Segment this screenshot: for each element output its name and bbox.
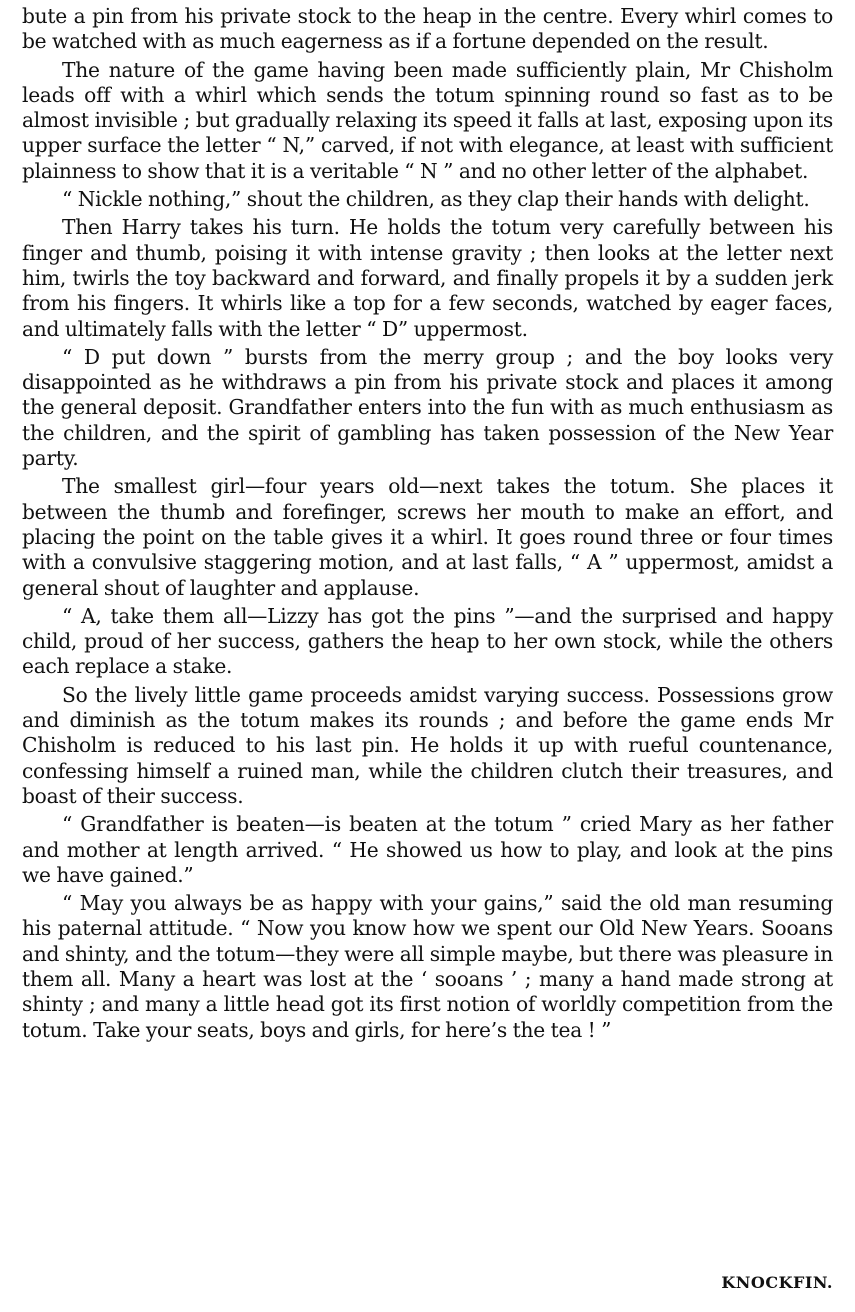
paragraph-9: “ Grandfather is beaten—is beaten at the totum ” cried Mary as her father and mother at length arrived. “ He showed us how to play, and look at the pins we have gained.” (22, 812, 833, 887)
paragraph-8: So the lively little game proceeds amidst varying success. Possessions grow and diminish as the totum makes its rounds ; and before the game ends Mr Chisholm is reduced to his last pin. He holds it up with rueful countenance, confessing himself a ruined man, while the children clutch their treasures, and boast of their success. (22, 682, 833, 808)
paragraph-1: bute a pin from his private stock to the heap in the centre. Every whirl comes to be watched with as much eagerness as if a fortune depended on the result. (22, 4, 833, 54)
paragraph-6: The smallest girl—four years old—next takes the totum. She places it between the thumb and forefinger, screws her mouth to make an effort, and placing the point on the table gives it a whirl. It goes round three or four times with a convulsive staggering motion, and at last falls, “ A ” uppermost, amidst a general shout of laughter and applause. (22, 474, 833, 600)
paragraph-4: Then Harry takes his turn. He holds the totum very carefully between his finger and thumb, poising it with intense gravity ; then looks at the letter next him, twirls the toy backward and forward, and finally propels it by a sudden jerk from his fingers. It whirls like a top for a few seconds, watched by eager faces, and ultimately falls with the letter “ D” uppermost. (22, 215, 833, 341)
author-signature: KNOCKFIN. (721, 1273, 833, 1292)
paragraph-3: “ Nickle nothing,” shout the children, as they clap their hands with delight. (62, 187, 810, 212)
article-body (22, 4, 833, 1046)
paragraph-5: “ D put down ” bursts from the merry group ; and the boy looks very disappointed as he withdraws a pin from his private stock and places it among the general deposit. Grandfather enters into the fun with as much enthusiasm as the children, and the spirit of gambling has taken possession of the New Year party. (22, 344, 833, 471)
paragraph-7: “ A, take them all—Lizzy has got the pins ”—and the surprised and happy child, proud of her success, gathers the heap to her own stock, while the others each replace a stake. (22, 603, 833, 679)
paragraph-10: “ May you always be as happy with your gains,” said the old man resuming his paternal attitude. “ Now you know how we spent our Old New Years. Sooans and shinty, and the totum—they were all simple maybe, but there was pleasure in them all. Many a heart was lost at the ‘ sooans ’ ; many a hand made strong at shinty ; and many a little head got its first notion of worldly competition from the totum. Take your seats, boys and girls, for here’s the tea ! ” (22, 891, 833, 1042)
paragraph-2: The nature of the game having been made sufficiently plain, Mr Chisholm leads off with a whirl which sends the totum spinning round so fast as to be almost invisible ; but gradually relaxing its speed it falls at last, exposing upon its upper surface the letter “ N,” carved, if not with elegance, at least with sufficient plainness to show that it is a veritable “ N ” and no other letter of the alphabet. (22, 57, 833, 183)
